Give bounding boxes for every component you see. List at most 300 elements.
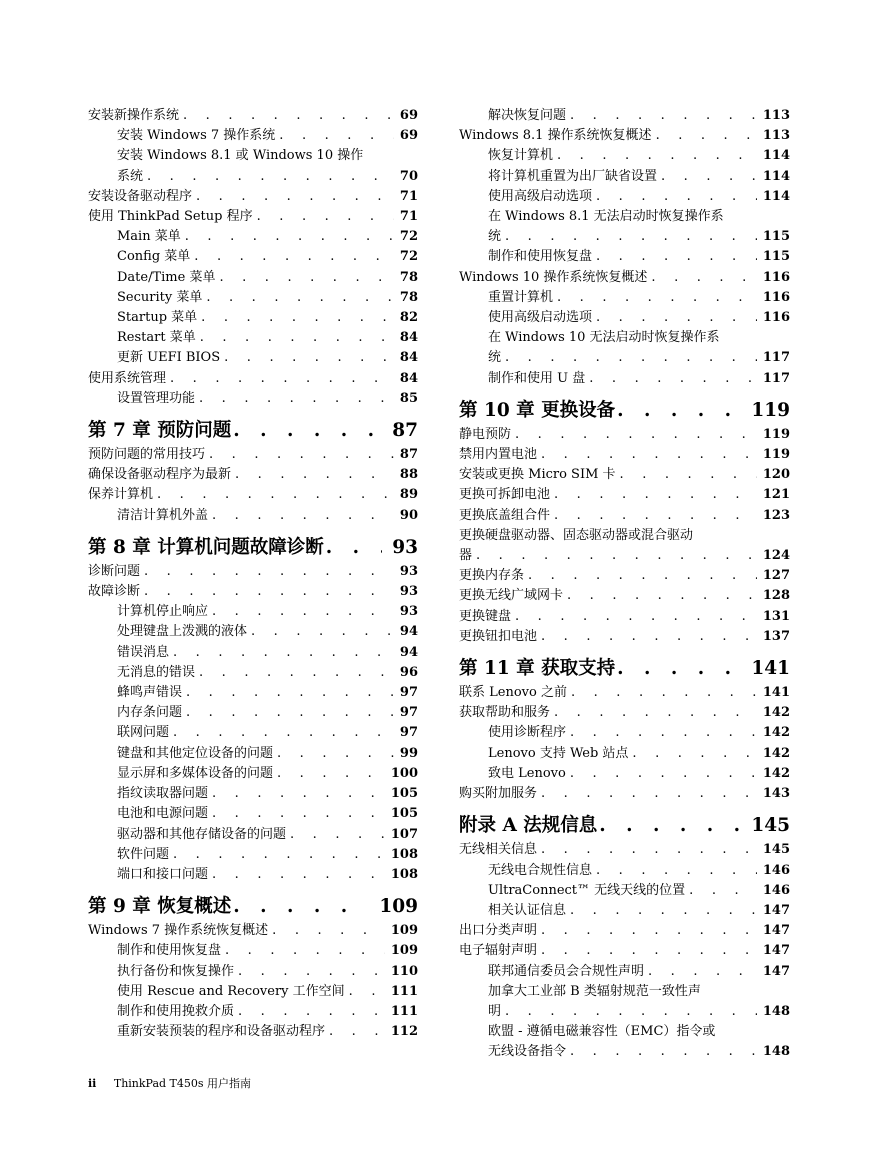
- dot-leader: [186, 703, 394, 723]
- toc-page-number: 71: [399, 188, 418, 204]
- dot-leader: [212, 784, 385, 804]
- toc-page-number: 107: [390, 826, 418, 842]
- toc-entry-title: 更换内存条: [459, 568, 525, 584]
- chapter-title: 第 8 章 计算机问题故障诊断: [88, 536, 324, 558]
- toc-page-number: 115: [762, 249, 790, 265]
- toc-page-number: 147: [762, 902, 790, 918]
- toc-entry[interactable]: [459, 308, 790, 328]
- toc-entry-title-line2: 无线设备指令: [488, 1044, 567, 1060]
- dot-leader: [212, 506, 394, 526]
- toc-page-number: 111: [390, 1003, 418, 1019]
- dot-leader: [570, 723, 757, 743]
- toc-page-number: 78: [399, 269, 418, 285]
- toc-entry[interactable]: [88, 207, 418, 227]
- toc-entry-title: 错误消息: [117, 644, 170, 660]
- toc-page-number: 70: [399, 168, 418, 184]
- toc-entry-title: 蜂鸣声错误: [117, 685, 183, 701]
- toc-entry-title: 制作和使用恢复盘: [488, 249, 593, 265]
- toc-entry[interactable]: [459, 566, 790, 586]
- dot-leader: [147, 167, 394, 187]
- toc-entry-title: 使用 ThinkPad Setup 程序: [88, 209, 253, 225]
- dot-leader: [212, 602, 394, 622]
- chapter-title: 第 9 章 恢复概述: [88, 896, 232, 918]
- toc-page-number: 108: [390, 846, 418, 862]
- toc-entry-title: 安装或更换 Micro SIM 卡: [459, 467, 616, 483]
- page-footer: [88, 1075, 251, 1091]
- toc-entry[interactable]: [459, 268, 790, 288]
- toc-entry[interactable]: [88, 663, 418, 683]
- toc-entry-multiline[interactable]: [459, 328, 790, 368]
- toc-page-number: 121: [762, 487, 790, 503]
- dot-leader: [225, 941, 385, 961]
- toc-entry[interactable]: [88, 784, 418, 804]
- toc-entry[interactable]: [459, 723, 790, 743]
- dot-leader: [620, 465, 757, 485]
- footer-title: ThinkPad T450s 用户指南: [113, 1077, 252, 1090]
- toc-entry-title: 将计算机重置为出厂缺省设置: [488, 168, 658, 184]
- toc-entry-title: 电池和电源问题: [117, 806, 209, 822]
- toc-entry[interactable]: [459, 764, 790, 784]
- dot-leader: [617, 397, 741, 425]
- dot-leader: [648, 962, 757, 982]
- toc-entry[interactable]: [88, 106, 418, 126]
- toc-entry-line2: [117, 167, 418, 187]
- toc-entry[interactable]: [459, 784, 790, 804]
- toc-entry-title: 相关认证信息: [488, 902, 567, 918]
- toc-entry-title: 联邦通信委员会合规性声明: [488, 963, 645, 979]
- dot-leader: [272, 921, 385, 941]
- toc-entry[interactable]: [459, 744, 790, 764]
- toc-page-number: 93: [399, 604, 418, 620]
- toc-page-number: 96: [399, 664, 418, 680]
- toc-entry[interactable]: [459, 288, 790, 308]
- toc-page-number: 97: [399, 685, 418, 701]
- toc-page-number: 114: [762, 148, 790, 164]
- toc-page-number: 69: [399, 108, 418, 123]
- toc-entry[interactable]: [88, 723, 418, 743]
- toc-entry[interactable]: [88, 268, 418, 288]
- dot-leader: [528, 566, 757, 586]
- toc-entry[interactable]: [459, 369, 790, 389]
- toc-page-number: 97: [399, 705, 418, 721]
- chapter-heading[interactable]: [459, 397, 790, 425]
- dot-leader: [326, 534, 383, 562]
- toc-entry[interactable]: [88, 187, 418, 207]
- toc-entry-title: 联系 Lenovo 之前: [459, 685, 567, 701]
- chapter-title: 第 7 章 预防问题: [88, 420, 232, 442]
- toc-entry-title-line1: 在 Windows 10 无法启动时恢复操作系: [488, 330, 720, 346]
- chapter-heading[interactable]: [88, 417, 418, 445]
- toc-page-number: 123: [762, 507, 790, 523]
- toc-entry[interactable]: [459, 627, 790, 647]
- toc-page-number: 142: [762, 705, 790, 721]
- toc-entry-title: 安装 Windows 7 操作系统: [117, 128, 276, 144]
- dot-leader: [505, 1002, 757, 1022]
- dot-leader: [144, 582, 394, 602]
- dot-leader: [279, 126, 394, 146]
- toc-entry[interactable]: [88, 562, 418, 582]
- chapter-title: 第 10 章 更换设备: [459, 399, 616, 421]
- dot-leader: [596, 187, 757, 207]
- toc-entry-title-line2: 器: [459, 548, 473, 564]
- dot-leader: [219, 268, 393, 288]
- dot-leader: [689, 881, 757, 901]
- dot-leader: [233, 417, 382, 445]
- toc-entry-title-line2: 统: [488, 229, 502, 245]
- toc-entry-multiline[interactable]: [88, 146, 418, 186]
- toc-entry-title: 显示屏和多媒体设备的问题: [117, 765, 274, 781]
- toc-entry[interactable]: [459, 881, 790, 901]
- chapter-heading[interactable]: [88, 534, 418, 562]
- chapter-title: 第 11 章 获取支持: [459, 658, 616, 680]
- toc-entry-title-line1: 欧盟 - 遵循电磁兼容性（EMC）指令或: [488, 1024, 716, 1040]
- toc-entry-title: 故障诊断: [88, 584, 141, 600]
- dot-leader: [206, 288, 394, 308]
- toc-entry[interactable]: [459, 126, 790, 146]
- dot-leader: [257, 207, 394, 227]
- toc-entry[interactable]: [459, 506, 790, 526]
- toc-entry[interactable]: [88, 288, 418, 308]
- toc-right-column: [459, 106, 790, 1063]
- toc-entry[interactable]: [459, 167, 790, 187]
- toc-entry[interactable]: [459, 840, 790, 860]
- toc-entry-title: Windows 10 操作系统恢复概述: [459, 269, 648, 285]
- dot-leader: [212, 804, 385, 824]
- dot-leader: [329, 1022, 385, 1042]
- toc-entry[interactable]: [459, 861, 790, 881]
- dot-leader: [505, 348, 757, 368]
- toc-entry[interactable]: [88, 1002, 418, 1022]
- toc-page-number: 109: [390, 943, 418, 959]
- toc-entry-line2: [488, 227, 790, 247]
- toc-entry-title: 恢复计算机: [488, 148, 554, 164]
- toc-entry[interactable]: [88, 582, 418, 602]
- toc-entry-title: 使用系统管理: [88, 370, 167, 386]
- toc-page-number: 127: [762, 568, 790, 584]
- toc-entry-title: 电子辐射声明: [459, 943, 538, 959]
- dot-leader: [277, 744, 394, 764]
- dot-leader: [235, 465, 394, 485]
- toc-entry-line2: [488, 1002, 790, 1022]
- toc-entry[interactable]: [88, 941, 418, 961]
- chapter-heading[interactable]: [459, 655, 790, 683]
- toc-page-number: 142: [762, 765, 790, 781]
- dot-leader: [632, 744, 756, 764]
- toc-page-number: 105: [390, 806, 418, 822]
- toc-entry[interactable]: [459, 607, 790, 627]
- dot-leader: [157, 485, 394, 505]
- dot-leader: [144, 562, 394, 582]
- dot-leader: [199, 663, 394, 683]
- toc-entry[interactable]: [459, 901, 790, 921]
- toc-page-number: 128: [762, 588, 790, 604]
- toc-page-number: 87: [399, 447, 418, 463]
- dot-leader: [541, 840, 757, 860]
- toc-entry[interactable]: [459, 586, 790, 606]
- toc-entry[interactable]: [459, 683, 790, 703]
- toc-entry[interactable]: [88, 247, 418, 267]
- toc-entry-title: 禁用内置电池: [459, 447, 538, 463]
- toc-page-number: 142: [762, 725, 790, 741]
- toc-page-number: 72: [399, 249, 418, 265]
- dot-leader: [656, 126, 757, 146]
- toc-entry[interactable]: [88, 825, 418, 845]
- toc-left-column: [88, 106, 418, 1042]
- toc-entry[interactable]: [88, 369, 418, 389]
- toc-entry-title: 获取帮助和服务: [459, 705, 551, 721]
- toc-page-number: 112: [390, 1024, 418, 1040]
- toc-entry-title: 处理键盘上泼溅的液体: [117, 624, 248, 640]
- toc-entry-title-line2: 统: [488, 350, 502, 366]
- toc-entry-line2: [488, 348, 790, 368]
- dot-leader: [173, 845, 385, 865]
- toc-entry[interactable]: [88, 126, 418, 146]
- toc-entry-title: 保养计算机: [88, 487, 154, 503]
- toc-entry[interactable]: [88, 982, 418, 1002]
- dot-leader: [196, 187, 394, 207]
- toc-entry[interactable]: [88, 602, 418, 622]
- toc-entry-title-line1: 安装 Windows 8.1 或 Windows 10 操作: [117, 148, 364, 164]
- toc-entry-title-line1: 在 Windows 8.1 无法启动时恢复操作系: [488, 209, 724, 225]
- toc-page-number: 78: [399, 289, 418, 305]
- toc-page-number: 93: [399, 584, 418, 600]
- toc-page-number: 147: [762, 963, 790, 979]
- toc-entry-title: 静电预防: [459, 426, 512, 442]
- toc-entry-title: 端口和接口问题: [117, 866, 209, 882]
- chapter-heading[interactable]: [88, 893, 418, 921]
- toc-entry[interactable]: [88, 227, 418, 247]
- dot-leader: [596, 247, 757, 267]
- toc-entry-title: 制作和使用 U 盘: [488, 370, 586, 386]
- toc-entry-title: 内存条问题: [117, 705, 183, 721]
- toc-page-number: 90: [399, 507, 418, 523]
- toc-entry[interactable]: [88, 845, 418, 865]
- toc-entry-title: 更换底盖组合件: [459, 507, 551, 523]
- toc-entry[interactable]: [459, 465, 790, 485]
- toc-entry-title-line2: 明: [488, 1003, 502, 1019]
- dot-leader: [567, 586, 757, 606]
- toc-page-number: 114: [762, 188, 790, 204]
- toc-entry[interactable]: [88, 465, 418, 485]
- toc-entry[interactable]: [459, 485, 790, 505]
- dot-leader: [194, 247, 394, 267]
- toc-entry-line2: [459, 546, 790, 566]
- dot-leader: [173, 723, 394, 743]
- dot-leader: [251, 622, 394, 642]
- toc-entry[interactable]: [459, 146, 790, 166]
- toc-entry-title: 计算机停止响应: [117, 604, 209, 620]
- dot-leader: [557, 288, 757, 308]
- toc-page-number: 113: [762, 128, 790, 144]
- toc-page-number: 111: [390, 983, 418, 999]
- toc-entry[interactable]: [88, 804, 418, 824]
- toc-page-number: 94: [399, 624, 418, 640]
- chapter-title: 附录 A 法规信息: [459, 815, 598, 837]
- toc-page-number: 85: [399, 390, 418, 406]
- toc-entry[interactable]: [88, 764, 418, 784]
- dot-leader: [661, 167, 757, 187]
- toc-entry-title: 致电 Lenovo: [488, 765, 566, 781]
- toc-entry[interactable]: [88, 389, 418, 409]
- toc-page-number: 119: [762, 426, 790, 442]
- toc-entry[interactable]: [459, 445, 790, 465]
- dot-leader: [541, 784, 757, 804]
- toc-page-number: 100: [390, 765, 418, 781]
- dot-leader: [200, 328, 394, 348]
- toc-page-number: 143: [762, 786, 790, 802]
- toc-entry[interactable]: [459, 962, 790, 982]
- toc-page-number: 97: [399, 725, 418, 741]
- toc-page-number: 117: [762, 370, 790, 386]
- toc-entry-title: 设置管理功能: [117, 390, 196, 406]
- toc-entry-title: 执行备份和恢复操作: [117, 963, 235, 979]
- toc-page-number: 109: [390, 923, 418, 939]
- toc-page-number: 69: [399, 128, 418, 144]
- toc-entry-title: 更换无线广域网卡: [459, 588, 564, 604]
- chapter-heading[interactable]: [459, 812, 790, 840]
- toc-page-number: 147: [762, 923, 790, 939]
- toc-entry[interactable]: [88, 703, 418, 723]
- toc-page-number: 72: [399, 229, 418, 245]
- dot-leader: [515, 607, 757, 627]
- toc-entry-title: 更换键盘: [459, 608, 512, 624]
- chapter-page-number: 109: [379, 896, 418, 918]
- toc-entry[interactable]: [88, 643, 418, 663]
- toc-entry-title: Restart 菜单: [117, 330, 196, 346]
- toc-page-number: 110: [390, 963, 418, 979]
- toc-page-number: 116: [762, 310, 790, 326]
- toc-page-number: 120: [762, 467, 790, 483]
- dot-leader: [541, 941, 757, 961]
- toc-entry[interactable]: [88, 506, 418, 526]
- dot-leader: [476, 546, 757, 566]
- toc-entry-title: 无消息的错误: [117, 664, 196, 680]
- toc-entry[interactable]: [88, 1022, 418, 1042]
- dot-leader: [617, 655, 741, 683]
- toc-page-number: 116: [762, 269, 790, 285]
- dot-leader: [651, 268, 756, 288]
- dot-leader: [277, 764, 385, 784]
- toc-entry-title: 键盘和其他定位设备的问题: [117, 745, 274, 761]
- toc-entry[interactable]: [459, 941, 790, 961]
- dot-leader: [349, 982, 385, 1002]
- toc-entry[interactable]: [88, 308, 418, 328]
- toc-entry-title: 确保设备驱动程序为最新: [88, 467, 232, 483]
- toc-page-number: 113: [762, 108, 790, 123]
- toc-page-number: 148: [762, 1044, 790, 1060]
- toc-page-number: 141: [762, 685, 790, 701]
- toc-entry[interactable]: [88, 744, 418, 764]
- chapter-page-number: 141: [751, 658, 790, 680]
- toc-entry[interactable]: [88, 962, 418, 982]
- toc-entry[interactable]: [459, 425, 790, 445]
- toc-page-number: 145: [762, 842, 790, 858]
- toc-page-number: 142: [762, 745, 790, 761]
- toc-entry-multiline[interactable]: [459, 207, 790, 247]
- toc-entry[interactable]: [88, 865, 418, 885]
- dot-leader: [589, 369, 757, 389]
- chapter-page-number: 87: [392, 420, 418, 442]
- toc-entry-title: 更新 UEFI BIOS: [117, 350, 221, 366]
- chapter-page-number: 145: [751, 815, 790, 837]
- toc-entry[interactable]: [88, 622, 418, 642]
- toc-entry[interactable]: [459, 187, 790, 207]
- toc-entry-title: 联网问题: [117, 725, 170, 741]
- toc-entry[interactable]: [88, 485, 418, 505]
- toc-entry[interactable]: [88, 445, 418, 465]
- dot-leader: [554, 506, 757, 526]
- dot-leader: [596, 861, 757, 881]
- toc-entry[interactable]: [88, 328, 418, 348]
- toc-entry-multiline[interactable]: [459, 1022, 790, 1062]
- dot-leader: [290, 825, 385, 845]
- dot-leader: [185, 227, 394, 247]
- toc-entry[interactable]: [88, 921, 418, 941]
- toc-entry-title: 解决恢复问题: [488, 108, 567, 123]
- toc-page-number: 84: [399, 350, 418, 366]
- toc-page-number: 84: [399, 330, 418, 346]
- dot-leader: [554, 703, 757, 723]
- toc-entry[interactable]: [459, 921, 790, 941]
- toc-entry-title: 出口分类声明: [459, 923, 538, 939]
- dot-leader: [186, 683, 394, 703]
- dot-leader: [238, 962, 385, 982]
- toc-entry[interactable]: [459, 703, 790, 723]
- toc-page-number: 84: [399, 370, 418, 386]
- chapter-page-number: 119: [751, 399, 790, 421]
- toc-page-number: 146: [762, 862, 790, 878]
- toc-entry-title: 驱动器和其他存储设备的问题: [117, 826, 287, 842]
- dot-leader: [541, 445, 757, 465]
- dot-leader: [183, 106, 394, 126]
- toc-page-number: 71: [399, 209, 418, 225]
- toc-page-number: 148: [762, 1003, 790, 1019]
- chapter-page-number: 93: [392, 536, 418, 558]
- toc-entry-title-line2: 系统: [117, 168, 144, 184]
- toc-page-number: 131: [762, 608, 790, 624]
- dot-leader: [571, 683, 757, 703]
- toc-entry[interactable]: [459, 247, 790, 267]
- toc-entry-multiline[interactable]: [459, 526, 790, 566]
- toc-entry-title: Config 菜单: [117, 249, 191, 265]
- toc-page-number: 108: [390, 866, 418, 882]
- toc-page-number: 88: [399, 467, 418, 483]
- toc-entry[interactable]: [459, 106, 790, 126]
- toc-entry[interactable]: [88, 348, 418, 368]
- toc-entry-title: 重置计算机: [488, 289, 554, 305]
- dot-leader: [599, 812, 741, 840]
- toc-entry-title: 制作和使用挽救介质: [117, 1003, 235, 1019]
- toc-entry-title: 使用高级启动选项: [488, 310, 593, 326]
- dot-leader: [201, 308, 394, 328]
- toc-page-number: 105: [390, 786, 418, 802]
- toc-entry[interactable]: [88, 683, 418, 703]
- dot-leader: [515, 425, 757, 445]
- dot-leader: [541, 627, 757, 647]
- toc-entry-title: 购买附加服务: [459, 786, 538, 802]
- toc-page-number: 116: [762, 289, 790, 305]
- toc-entry-title: 使用 Rescue and Recovery 工作空间: [117, 983, 345, 999]
- toc-entry-title: 预防问题的常用技巧: [88, 447, 206, 463]
- toc-page-number: 99: [399, 745, 418, 761]
- dot-leader: [596, 308, 757, 328]
- toc-page-number: 94: [399, 644, 418, 660]
- dot-leader: [209, 445, 394, 465]
- toc-entry-multiline[interactable]: [459, 982, 790, 1022]
- toc-entry-title: 安装设备驱动程序: [88, 188, 193, 204]
- toc-entry-title: 指纹读取器问题: [117, 786, 209, 802]
- footer-page-number: ii: [88, 1077, 97, 1090]
